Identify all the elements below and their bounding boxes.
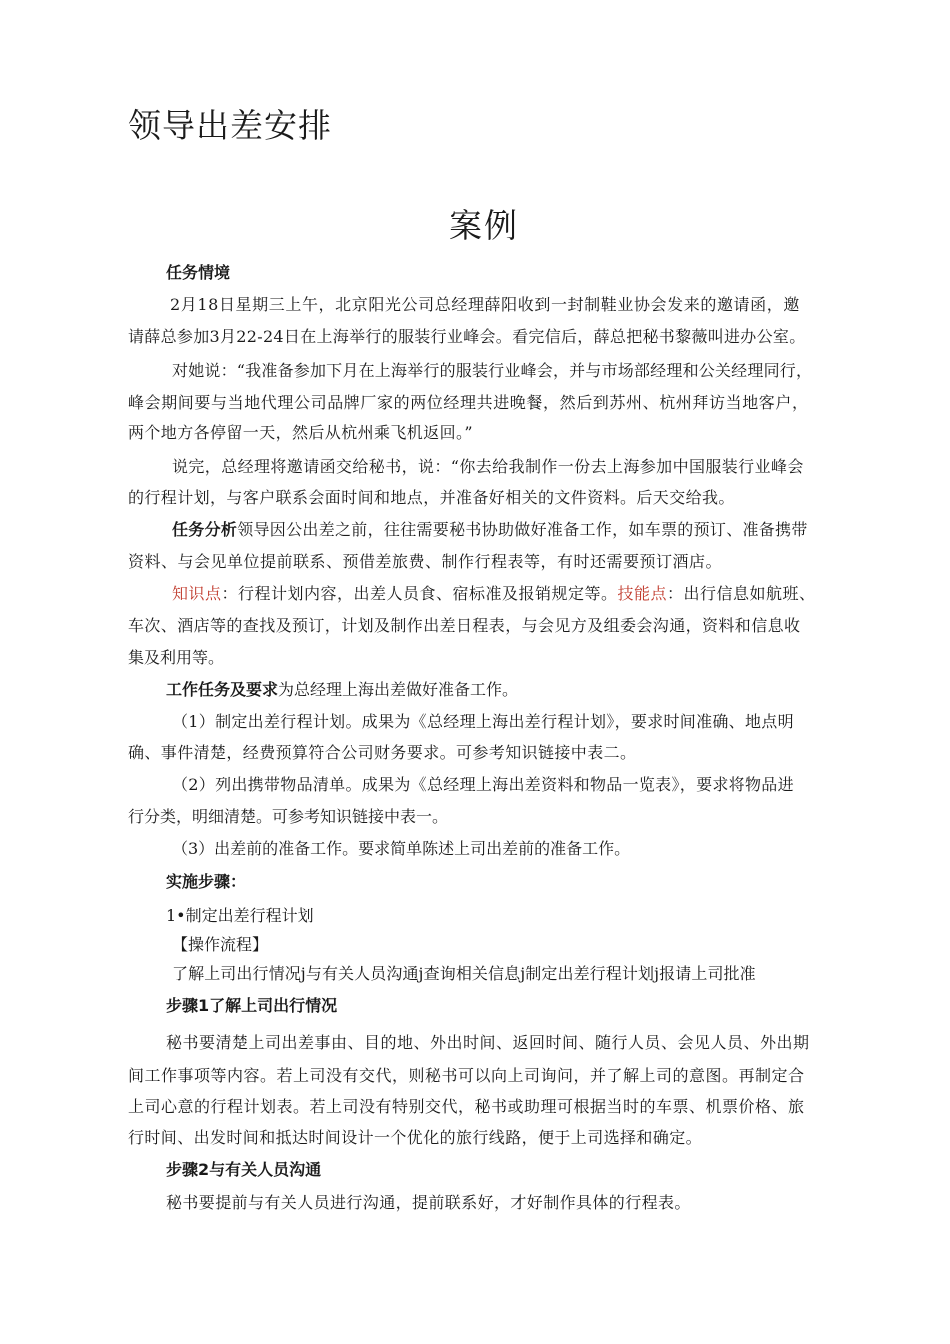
work-task-item: 行分类，明细清楚。可参考知识链接中表一。 xyxy=(128,807,449,826)
paragraph-line: 峰会期间要与当地代理公司品牌厂家的两位经理共进晚餐，然后到苏州、杭州拜访当地客户， xyxy=(128,393,809,412)
section-title: 案例 xyxy=(449,206,519,245)
sub-step-title: 步骤1了解上司出行情况 xyxy=(166,996,338,1015)
flow-text: 了解上司出行情况j与有关人员沟通j查询相关信息j制定出差行程计划j报请上司批准 xyxy=(172,964,756,983)
work-task-item: 确、事件清楚，经费预算符合公司财务要求。可参考知识链接中表二。 xyxy=(128,743,637,762)
paragraph-line: 2月18日星期三上午，北京阳光公司总经理薛阳收到一封制鞋业协会发来的邀请函，邀 xyxy=(170,295,800,314)
paragraph-line: 秘书要清楚上司出差事由、目的地、外出时间、返回时间、随行人员、会见人员、外出期 xyxy=(166,1033,810,1052)
paragraph-line: 请薛总参加3月22-24日在上海举行的服装行业峰会。看完信后，薛总把秘书黎薇叫进办公室。 xyxy=(128,327,806,346)
flow-label: 【操作流程】 xyxy=(172,935,269,954)
task-context-heading: 任务情境 xyxy=(166,263,231,282)
step1-title: 1•制定出差行程计划 xyxy=(166,906,314,925)
work-task-text: 为总经理上海出差做好准备工作。 xyxy=(278,680,519,699)
paragraph-line: 集及利用等。 xyxy=(128,648,225,667)
knowledge-label: 知识点 xyxy=(172,584,222,603)
work-task-line xyxy=(166,680,518,700)
paragraph-line: 说完，总经理将邀请函交给秘书，说：“你去给我制作一份去上海参加中国服装行业峰会 xyxy=(172,457,804,476)
task-analysis-label: 任务分析 xyxy=(172,520,238,539)
work-task-item: （2）列出携带物品清单。成果为《总经理上海出差资料和物品一览表》，要求将物品进 xyxy=(172,775,794,794)
knowledge-text: ：行程计划内容，出差人员食、宿标准及报销规定等。 xyxy=(221,584,618,603)
paragraph-line: 车次、酒店等的查找及预订，计划及制作出差日程表，与会见方及组委会沟通，资料和信息收 xyxy=(128,616,801,635)
work-task-label: 工作任务及要求 xyxy=(166,680,279,699)
task-analysis-line xyxy=(172,520,808,540)
paragraph-line: 行时间、出发时间和抵达时间设计一个优化的旅行线路，便于上司选择和确定。 xyxy=(128,1128,703,1147)
paragraph-line: 秘书要提前与有关人员进行沟通，提前联系好，才好制作具体的行程表。 xyxy=(166,1193,691,1212)
paragraph-line: 资料、与会见单位提前联系、预借差旅费、制作行程表等，有时还需要预订酒店。 xyxy=(128,552,723,571)
paragraph-line: 两个地方各停留一天，然后从杭州乘飞机返回。” xyxy=(128,423,473,442)
skill-label: 技能点 xyxy=(617,584,668,603)
steps-heading: 实施步骤： xyxy=(166,872,247,891)
skill-text: ：出行信息如航班、 xyxy=(667,584,816,603)
knowledge-line xyxy=(172,584,816,604)
paragraph-line: 间工作事项等内容。若上司没有交代，则秘书可以向上司询问，并了解上司的意图。再制定合 xyxy=(128,1066,805,1085)
work-task-item: （1）制定出差行程计划。成果为《总经理上海出差行程计划》，要求时间准确、地点明 xyxy=(172,712,794,731)
sub-step-title: 步骤2与有关人员沟通 xyxy=(166,1160,322,1179)
document-title: 领导出差安排 xyxy=(128,106,332,145)
paragraph-line: 上司心意的行程计划表。若上司没有特别交代，秘书或助理可根据当时的车票、机票价格、旅 xyxy=(128,1097,805,1116)
paragraph-line: 的行程计划，与客户联系会面时间和地点，并准备好相关的文件资料。后天交给我。 xyxy=(128,488,735,507)
work-task-item: （3）出差前的准备工作。要求简单陈述上司出差前的准备工作。 xyxy=(172,839,631,858)
task-analysis-text: 领导因公出差之前，往往需要秘书协助做好准备工作，如车票的预订、准备携带 xyxy=(237,520,808,539)
paragraph-line: 对她说：“我准备参加下月在上海举行的服装行业峰会，并与市场部经理和公关经理同行， xyxy=(172,361,813,380)
